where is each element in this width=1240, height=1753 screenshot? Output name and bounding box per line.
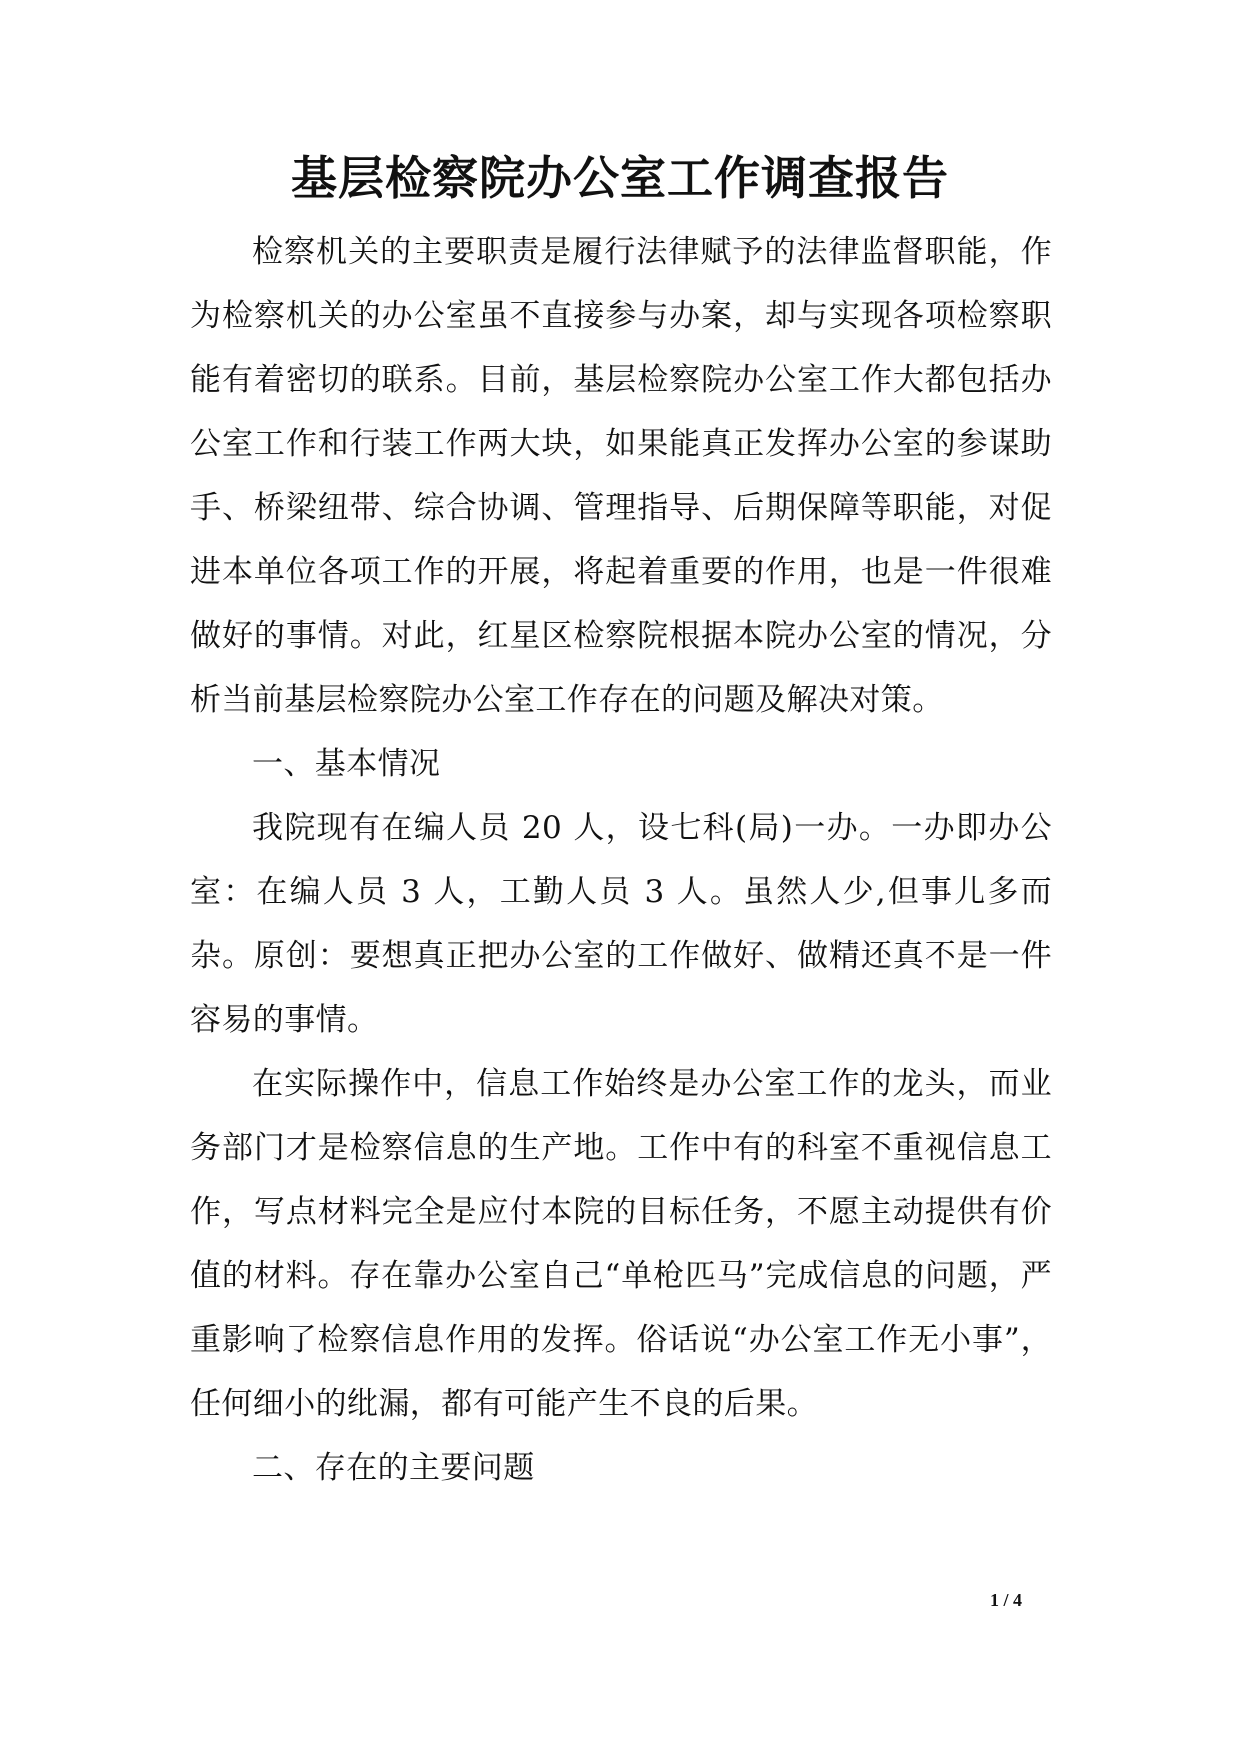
- section-heading-problems: 二、存在的主要问题: [252, 1450, 535, 1486]
- paragraph-staffing: 我院现有在编人员 20 人，设七科(局)一办。一办即办公室：在编人员 3 人，工勤人员 3 人。虽然人少,但事儿多而杂。原创：要想真正把办公室的工作做好、做精还真不是一件容易的事情。: [190, 810, 1052, 1038]
- section-heading-basic: 一、基本情况: [252, 746, 441, 782]
- paragraph-information-work: 在实际操作中，信息工作始终是办公室工作的龙头，而业务部门才是检察信息的生产地。工作中有的科室不重视信息工作，写点材料完全是应付本院的目标任务，不愿主动提供有价值的材料。存在靠办公室自己“单枪匹马”完成信息的问题，严重影响了检察信息作用的发挥。俗话说“办公室工作无小事”，任何细小的纰漏，都有可能产生不良的后果。: [190, 1066, 1052, 1422]
- document-body: [190, 220, 1052, 1500]
- paragraph-intro: 检察机关的主要职责是履行法律赋予的法律监督职能，作为检察机关的办公室虽不直接参与办案，却与实现各项检察职能有着密切的联系。目前，基层检察院办公室工作大都包括办公室工作和行装工作两大块，如果能真正发挥办公室的参谋助手、桥梁纽带、综合协调、管理指导、后期保障等职能，对促进本单位各项工作的开展，将起着重要的作用，也是一件很难做好的事情。对此，红星区检察院根据本院办公室的情况，分析当前基层检察院办公室工作存在的问题及解决对策。: [190, 234, 1052, 718]
- page-number: 1 / 4: [989, 1590, 1022, 1610]
- document-title: 基层检察院办公室工作调查报告: [291, 151, 949, 205]
